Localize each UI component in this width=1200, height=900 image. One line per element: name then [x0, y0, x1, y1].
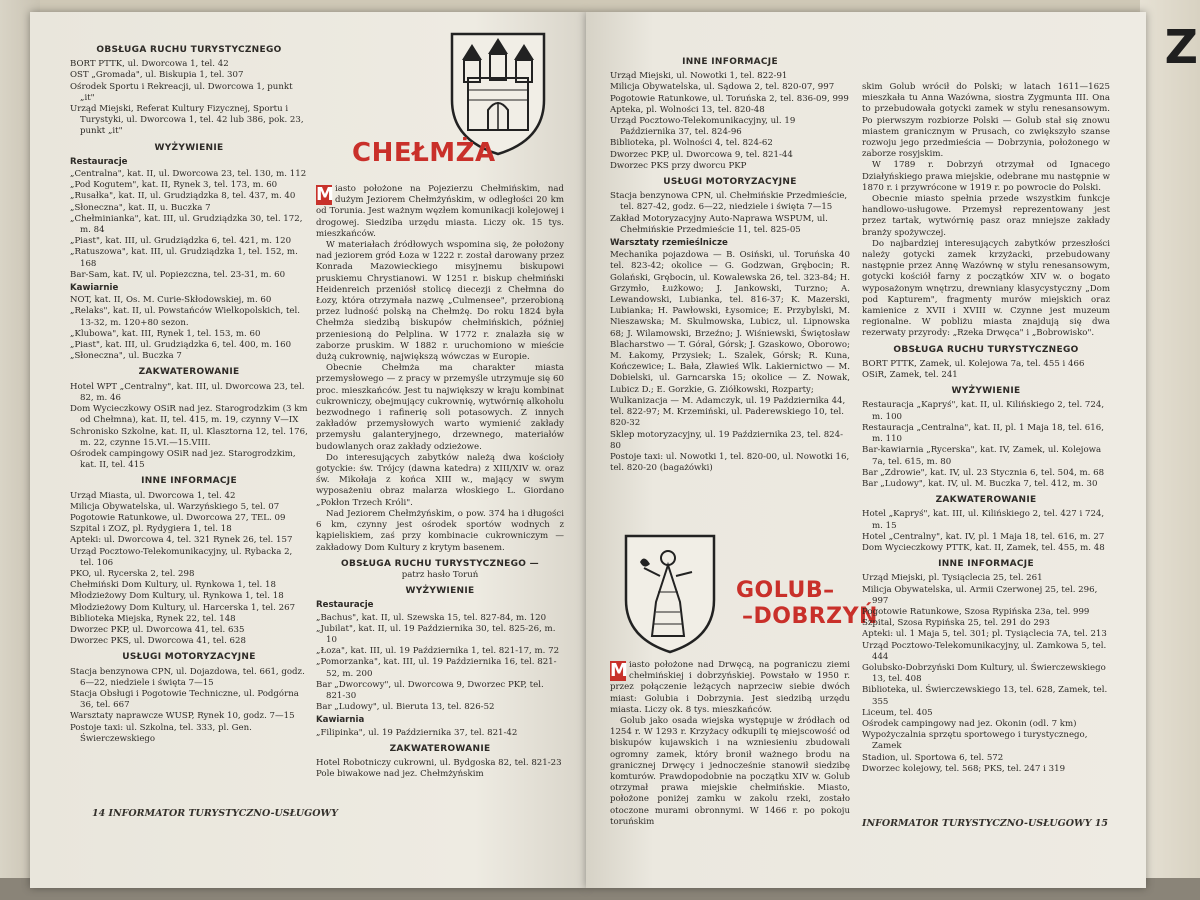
section-subheading: patrz hasło Toruń	[401, 569, 479, 580]
list-item: Dom Wycieczkowy OSiR nad jez. Starogrodzkim (3 km od Chełmna), kat. II, tel. 415, m. 19, czynny V—IX	[70, 404, 308, 426]
section-heading: ZAKWATEROWANIE	[389, 743, 491, 754]
section-heading: WYŻYWIENIE	[951, 386, 1021, 397]
history-paragraph: W materiałach źródłowych wspomina się, że położony nad jeziorem gród Łoza w 1222 r. został darowany przez Konrada Mazowieckiego misyjnemu biskupowi pruskiemu Chrystianowi. W 1251 r. biskup chełmiński Heidenreich przeniósł stolicę diecezji z Chełmna do Łozy, która otrzymała nazwę „Culmensee", przerobioną przez ludność polską na Chełmżę. Do roku 1824 była Chełmża siedzibą biskupów chełmińskich, później przeniesioną do Pelplina. W 1772 r. znalazła się w zaborze pruskim. W 1882 r. uruchomiono w mieście dużą cukrownię, największą wówczas w Europie.	[316, 240, 564, 363]
list-item: Urząd Miejski, ul. Nowotki 1, tel. 822-91	[610, 71, 788, 82]
list-item: OST „Gromada", ul. Biskupia 1, tel. 307	[70, 70, 244, 81]
drop-cap: M	[316, 184, 334, 205]
list-item: „Filipinka", ul. 19 Października 37, tel. 821-42	[316, 727, 518, 738]
right-page	[586, 12, 1146, 888]
list-item: „Łoza", kat. III, ul. 19 Października 1, tel. 821-17, m. 72	[316, 646, 560, 657]
list-item: BORT PTTK, ul. Dworcowa 1, tel. 42	[70, 59, 229, 70]
history-paragraph: Obecnie Chełmża ma charakter miasta przemysłowego — z pracy w przemyśle utrzymuje się 60 proc. mieszkańców. Jest tu największy w kraju kombinat cukrowniczy, obejmujący cukrownię, wytwórnię alkoholu bezwodnego i rafinerię soli potasowych. Z innych zakładów przemysłowych warto wymienić zakłady przemysłu galanteryjnego, drzewnego, materiałów budowlanych oraz zakłady odzieżowe.	[316, 363, 564, 452]
warsztaty-paragraph: Mechanika pojazdowa — B. Osiński, ul. Toruńska 40 tel. 823-42; okolice — G. Godzwan, Grębocin; R. Golański, Grębocin, ul. Kowalewska 26, tel. 323-84; H. Grzymło, Łużkowo; J. Jankowski, Turzno; A. Lewandowski, Lubianka, tel. 816-37; K. Mazerski, Lubianka; H. Pawłowski, Łysomice; E. Przybylski, M. Nieszawska; M. Skulmowska, Lubicz, ul. Lipnowska 68; J. Wilamowski, Brzeźno; J. Wiśniewski, Świętosław Blacharstwo — T. Góral, Górsk; J. Gzaskowo, Oborowo; M. Łakomy, Przysiek; L. Szalek, Górsk; R. Kuna, Kończewice; L. Bała, Zławieś Wlk. Lakiernictwo — M. Dobielski, ul. Garncarska 15; okolice — Z. Nowak, Lubicz D.; E. Gorzkie, G. Ziółkowski, Rozparty;	[610, 250, 850, 395]
subsection-label: Kawiarnie	[70, 283, 119, 294]
subsection-label: Kawiarnia	[316, 715, 365, 726]
section-heading: OBSŁUGA RUCHU TURYSTYCZNEGO	[893, 344, 1079, 355]
list-item: PKO, ul. Rycerska 2, tel. 298	[70, 568, 195, 579]
right-page-column-2	[862, 82, 1110, 810]
city-intro-paragraph: M iasto położone na Pojezierzu Chełmińskim, nad dużym Jeziorem Chełmżyńskim, w odległości 20 km od Torunia. Jest ważnym węzłem komunikacji kolejowej i drogowej. Siedziba urzędu miasta. Liczy ok. 15 tys. mieszkańców.	[316, 184, 564, 239]
list-item: Wypożyczalnia sprzętu sportowego i turystycznego, Zamek	[862, 730, 1088, 752]
list-item: Liceum, tel. 405	[862, 707, 933, 718]
section-heading: ZAKWATEROWANIE	[935, 495, 1037, 506]
list-item: Młodzieżowy Dom Kultury, ul. Harcerska 1, tel. 267	[70, 602, 296, 613]
list-item: „Słoneczna", kat. II, u. Buczka 7	[70, 202, 211, 213]
list-item: „Pomorzanka", kat. III, ul. 19 Października 16, tel. 821-52, m. 200	[316, 657, 557, 679]
section-heading: INNE INFORMACJE	[141, 476, 237, 487]
section-heading: INNE INFORMACJE	[682, 57, 778, 67]
list-item: Schronisko Szkolne, kat. II, ul. Klasztorna 12, tel. 176, m. 22, czynne 15.VI.—15.VIII.	[70, 426, 308, 448]
subsection-label: Restauracje	[316, 600, 374, 611]
wyzywienie-list	[862, 400, 1110, 490]
history-paragraph: Do interesujących zabytków należą dwa kościoły gotyckie: św. Trójcy (dawna katedra) z XIII/XIV w. oraz św. Mikołaja z końca XIII w., mający w swym wyposażeniu obraz malarza włoskiego L. Giordano „Pokłon Trzech Króli".	[316, 452, 564, 508]
list-item: „Centralna", kat. II, ul. Dworcowa 23, tel. 130, m. 112	[70, 169, 307, 180]
taxi-paragraph: Postoje taxi: ul. Nowotki 1, tel. 820-00, ul. Nowotki 16, tel. 820-20 (bagażówki)	[610, 451, 850, 474]
subsection-label: Restauracje	[70, 156, 128, 167]
uslugi-list	[70, 667, 308, 745]
history-paragraph: Obecnie miasto spełnia przede wszystkim funkcje handlowo-usługowe. Przemysł reprezentowany jest przez tartak, wytwórnię pasz oraz mniejsze zakłady branży spożywczej.	[862, 194, 1110, 238]
list-item: Restauracja „Kapryś", kat. II, ul. Kilińskiego 2, tel. 724, m. 100	[862, 400, 1105, 422]
list-item: Milicja Obywatelska, ul. Armii Czerwonej 25, tel. 296, 997	[862, 584, 1098, 606]
list-item: „Piast", kat. III, ul. Grudziądzka 6, tel. 421, m. 120	[70, 236, 292, 247]
list-item: Dworzec PKP, ul. Dworcowa 41, tel. 635	[70, 624, 245, 635]
list-item: „Chełminianka", kat. III, ul. Grudziądzka 30, tel. 172, m. 84	[70, 213, 303, 236]
list-item: Ośrodek campingowy OSiR nad jez. Starogrodzkim, kat. II, tel. 415	[70, 448, 296, 471]
section-heading: OBSŁUGA RUCHU TURYSTYCZNEGO	[96, 45, 282, 55]
history-paragraph: Golub jako osada wiejska występuje w źródłach od 1254 r. W 1293 r. Krzyżacy odkupili tę miejscowość od biskupów kujawskich i na wzniesieniu zbudowali ogromny zamek, który bronił ważnego brodu na granicznej Drwęcy i jednocześnie stanowił siedzibę komturów. Prawdopodobnie na początku XIV w. Golub otrzymał prawa miejskie chełmińskie. Miasto, położone poniżej zamku w zakolu rzeki, zostało otoczone murami obronnymi. W 1466 r. po pokoju toruńskim	[610, 716, 850, 827]
list-item: OSiR, Zamek, tel. 241	[862, 370, 958, 381]
list-item: Golubsko-Dobrzyński Dom Kultury, ul. Świerczewskiego 13, tel. 408	[862, 662, 1106, 685]
background-news-headline-letter: Z	[1164, 20, 1198, 74]
list-item: „Piast", kat. III, ul. Grudziądzka 6, tel. 400, m. 160	[70, 340, 292, 351]
list-item: Zakład Motoryzacyjny Auto-Naprawa WSPUM, ul. Chełmińskie Przedmieście 11, tel. 825-05	[610, 213, 828, 235]
golub-intro-column	[610, 660, 850, 830]
list-item: Apteka, pl. Wolności 13, tel. 820-48	[610, 104, 765, 115]
left-page	[30, 12, 586, 888]
history-paragraph: Do najbardziej interesujących zabytków przeszłości należy gotycki zamek krzyżacki, przebudowany następnie przez Annę Wazównę w stylu renesansowym, gotycki kościół farny z początków XIV w. o bogato wyposażonym wnętrzu, drewniany klasycystyczny „Dom pod Kapturem", fragmenty murów miejskich oraz kamienice z XVII i XVIII w. Czynne jest muzeum regionalne. W pobliżu miasta znajdują się dwa rezerwaty przyrody: „Rzeka Drwęca" i „Bobrowisko".	[862, 238, 1110, 339]
left-page-column-2	[316, 184, 564, 824]
list-item: Dworzec PKS, ul. Dworcowa 41, tel. 628	[70, 636, 246, 647]
city-title-golub-dobrzyn	[736, 578, 878, 630]
list-item: Urząd Miasta, ul. Dworcowa 1, tel. 42	[70, 490, 236, 501]
restauracje-list	[316, 613, 564, 714]
uslugi-list	[610, 191, 850, 236]
section-heading: USŁUGI MOTORYZACYJNE	[122, 652, 256, 663]
list-item: Bar-kawiarnia „Rycerska", kat. IV, Zamek, ul. Kolejowa 7a, tel. 615, m. 80	[862, 445, 1102, 467]
list-item: Pogotowie Ratunkowe, ul. Toruńska 2, tel. 836-09, 999	[610, 93, 849, 104]
list-item: Ośrodek campingowy nad jez. Okonin (odl. 7 km)	[862, 718, 1077, 729]
section-heading: USŁUGI MOTORYZACYJNE	[663, 177, 797, 188]
inne-list	[862, 573, 1110, 775]
list-item: Bar-Sam, kat. IV, ul. Popiezczna, tel. 23-31, m. 60	[70, 269, 286, 280]
wulkanizacja-paragraph: Wulkanizacja — M. Adamczyk, ul. 19 Października 44, tel. 822-97; M. Krzemiński, ul. Paderewskiego 10, tel. 820-32	[610, 395, 846, 429]
inne-list	[70, 491, 308, 648]
list-item: Milicja Obywatelska, ul. Warzyńskiego 5, tel. 07	[70, 501, 280, 512]
list-item: Dom Wycieczkowy PTTK, kat. II, Zamek, tel. 455, m. 48	[862, 542, 1105, 553]
city-title-line: GOLUB–	[736, 578, 835, 603]
list-item: „Jubilat", kat. II, ul. 19 Października 30, tel. 825-26, m. 10	[316, 623, 556, 645]
list-item: „Bachus", kat. II, ul. Szewska 15, tel. 827-84, m. 120	[316, 612, 547, 623]
list-item: Hotel „Kapryś", kat. III, ul. Kilińskiego 2, tel. 427 i 724, m. 15	[862, 509, 1105, 531]
list-item: Urząd Pocztowo-Telekomunikacyjny, ul. Rybacka 2, tel. 106	[70, 546, 293, 568]
drop-cap: M	[610, 660, 628, 681]
subsection-label: Warsztaty rzemieślnicze	[610, 238, 728, 249]
list-item: „Pod Kogutem", kat. II, Rynek 3, tel. 173, m. 60	[70, 180, 278, 191]
list-item: Bar „Ludowy", ul. Bieruta 13, tel. 826-52	[316, 702, 495, 713]
list-item: Urząd Miejski, Referat Kultury Fizycznej, Sportu i Turystyki, ul. Dworcowa 1, tel. 42 lub 386, pok. 23, punkt „it"	[70, 104, 304, 137]
list-item: Dworzec PKS przy dworcu PKP	[610, 160, 747, 171]
zakwaterowanie-list	[70, 382, 308, 472]
page-footer: 14 INFORMATOR TURYSTYCZNO-USŁUGOWY	[92, 808, 339, 819]
list-item: Dworzec kolejowy, tel. 568; PKS, tel. 247 i 319	[862, 763, 1066, 774]
list-item: Urząd Pocztowo-Telekomunikacyjny, ul. 19 Października 37, tel. 824-96	[610, 116, 796, 138]
list-item: Biblioteka Miejska, Rynek 22, tel. 148	[70, 613, 236, 624]
history-paragraph: W 1789 r. Dobrzyń otrzymał od Ignacego Działyńskiego prawa miejskie, odebrane mu następnie w 1870 r. i przywrócone w 1919 r. po powrocie do Polski.	[862, 160, 1110, 193]
list-item: Bar „Dworcowy", ul. Dworcowa 9, Dworzec PKP, tel. 821-30	[316, 679, 544, 701]
list-item: Szpital, Szosa Rypińska 25, tel. 291 do 293	[862, 618, 1050, 629]
city-title-chelmza: CHEŁMŻA	[352, 138, 496, 168]
list-item: „Ratuszowa", kat. III, ul. Grudziądzka 1, tel. 152, m. 168	[70, 247, 298, 269]
list-item: Stacja benzynowa CPN, ul. Dojazdowa, tel. 661, godz. 6—22, niedziele i święta 7—15	[70, 666, 305, 688]
list-item: Milicja Obywatelska, ul. Sądowa 2, tel. 820-07, 997	[610, 82, 835, 93]
list-item: Młodzieżowy Dom Kultury, ul. Rynkowa 1, tel. 18	[70, 591, 284, 602]
list-item: Biblioteka, pl. Wolności 4, tel. 824-62	[610, 138, 773, 149]
city-title-line: –DOBRZYŃ	[742, 604, 878, 629]
golub-dobrzyn-crest-icon	[622, 532, 718, 656]
sklep-paragraph: Sklep motoryzacyjny, ul. 19 Października 23, tel. 824-80	[610, 429, 844, 451]
list-item: Szpital i ZOZ, pl. Rydygiera 1, tel. 18	[70, 524, 232, 535]
zakwaterowanie-list	[316, 758, 564, 780]
section-heading: WYŻYWIENIE	[154, 142, 224, 153]
background-newspaper-right	[1140, 0, 1200, 900]
list-item: Stadion, ul. Sportowa 6, tel. 572	[862, 752, 1004, 763]
list-item: Pogotowie Ratunkowe, ul. Dworcowa 27, TEL. 09	[70, 512, 286, 523]
list-item: „Relaks", kat. II, ul. Powstańców Wielkopolskich, tel. 13-32, m. 120+80 sezon.	[70, 306, 300, 328]
list-item: Chełmiński Dom Kultury, ul. Rynkowa 1, tel. 18	[70, 580, 276, 591]
list-item: Stacja benzynowa CPN, ul. Chełmińskie Przedmieście, tel. 827-42, godz. 6—22, niedziele i święta 7—15	[610, 191, 848, 213]
list-item: Biblioteka, ul. Świerczewskiego 13, tel. 628, Zamek, tel. 355	[862, 685, 1108, 707]
list-item: Pole biwakowe nad jez. Chełmżyńskim	[316, 769, 484, 780]
obsluga-list	[862, 359, 1110, 381]
restauracje-list	[70, 169, 308, 281]
section-heading: OBSŁUGA RUCHU TURYSTYCZNEGO —	[341, 558, 539, 569]
list-item: „Słoneczna", ul. Buczka 7	[70, 351, 182, 362]
list-item: Warsztaty naprawcze WUSP, Rynek 10, godz. 7—15	[70, 711, 295, 722]
history-paragraph: skim Golub wrócił do Polski; w latach 1611—1625 mieszkała tu Anna Wazówna, siostra Zygmunta III. Ona to przebudowała gotycki zamek w stylu renesansowym. Po pierwszym rozbiorze Polski — Golub stał się znowu miastem granicznym w Prusach, co zwiększyło szanse rozwoju jego przedmieścia — Dobrzynia, położonego w zaborze rosyjskim.	[862, 82, 1110, 160]
list-item: Bar „Ludowy", kat. IV, ul. M. Buczka 7, tel. 412, m. 30	[862, 478, 1098, 489]
section-heading: INNE INFORMACJE	[938, 559, 1034, 570]
list-item: NOT, kat. II, Os. M. Curie-Skłodowskiej, m. 60	[70, 295, 272, 306]
list-item: Restauracja „Centralna", kat. II, pl. 1 Maja 18, tel. 616, m. 110	[862, 422, 1104, 445]
obsluga-list	[70, 59, 308, 137]
list-item: Pogotowie Ratunkowe, Szosa Rypińska 23a, tel. 999	[862, 606, 1090, 617]
city-intro-paragraph: M iasto położone nad Drwęcą, na pograniczu ziemi chełmińskiej i dobrzyńskiej. Powstało w 1950 r. przez połączenie leżących naprzeciw siebie dwóch miast: Golubia i Dobrzynia. Jest siedzibą urzędu miasta. Liczy ok. 8 tys. mieszkańców.	[610, 660, 850, 715]
list-item: Apteki: ul. 1 Maja 5, tel. 301; pl. Tysiąclecia 7A, tel. 213	[862, 629, 1107, 640]
list-item: Hotel Robotniczy cukrowni, ul. Bydgoska 82, tel. 821-23	[316, 757, 562, 768]
kawiarnie-list	[70, 295, 308, 362]
section-heading: WYŻYWIENIE	[405, 586, 475, 597]
list-item: Bar „Zdrowie", kat. IV, ul. 23 Stycznia 6, tel. 504, m. 68	[862, 467, 1105, 478]
list-item: Hotel „Centralny", kat. IV, pl. 1 Maja 18, tel. 616, m. 27	[862, 531, 1105, 542]
list-item: Urząd Miejski, pl. Tysiąclecia 25, tel. 261	[862, 573, 1043, 584]
list-item: Postoje taxi: ul. Szkolna, tel. 333, pl. Gen. Świerczewskiego	[70, 722, 252, 744]
list-item: BORT PTTK, Zamek, ul. Kolejowa 7a, tel. 455 i 466	[862, 358, 1085, 369]
right-page-column-1	[610, 52, 850, 522]
list-item: Dworzec PKP, ul. Dworcowa 9, tel. 821-44	[610, 149, 793, 160]
list-item: Hotel WPT „Centralny", kat. III, ul. Dworcowa 23, tel. 82, m. 46	[70, 381, 305, 403]
list-item: „Klubowa", kat. III, Rynek 1, tel. 153, m. 60	[70, 328, 261, 339]
page-footer: INFORMATOR TURYSTYCZNO-USŁUGOWY 15	[862, 818, 1109, 829]
list-item: Urząd Pocztowo-Telekomunikacyjny, ul. Zamkowa 5, tel. 444	[862, 640, 1107, 662]
inne-list	[610, 71, 850, 172]
list-item: „Rusałka", kat. II, ul. Grudziądzka 8, tel. 437, m. 40	[70, 191, 296, 202]
section-heading: ZAKWATEROWANIE	[138, 367, 240, 378]
left-page-column-1	[70, 40, 308, 830]
zakwaterowanie-list	[862, 509, 1110, 554]
kawiarnia-list	[316, 728, 564, 739]
list-item: Ośrodek Sportu i Rekreacji, ul. Dworcowa 1, punkt „it"	[70, 81, 293, 103]
list-item: Apteki: ul. Dworcowa 4, tel. 321 Rynek 26, tel. 157	[70, 535, 293, 546]
history-paragraph: Nad Jeziorem Chełmżyńskim, o pow. 374 ha i długości 6 km, czynny jest ośrodek sportów wodnych z kąpieliskiem, zaś przy kombinacie cukrowniczym — zakładowy Dom Kultury z krytym basenem.	[316, 508, 564, 553]
list-item: Stacja Obsługi i Pogotowie Techniczne, ul. Podgórna 36, tel. 667	[70, 688, 299, 711]
